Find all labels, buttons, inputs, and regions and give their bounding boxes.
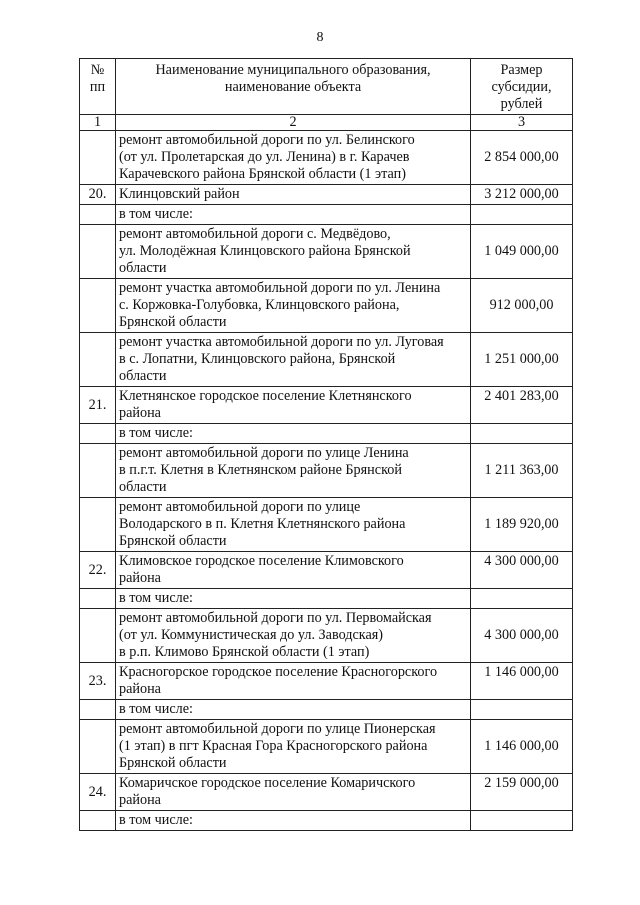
row-name	[116, 387, 471, 424]
row-name-line: Брянской области	[119, 755, 227, 771]
row-number	[80, 279, 116, 333]
column-index: 3	[471, 115, 573, 131]
row-name-line: района	[119, 405, 161, 421]
row-name	[116, 333, 471, 387]
row-name-line: (1 этап) в пгт Красная Гора Красногорского района	[119, 738, 428, 754]
table-row	[80, 444, 573, 498]
row-name-line: ремонт автомобильной дороги по улице Пионерская	[119, 721, 436, 737]
row-amount: 1 251 000,00	[471, 333, 573, 387]
row-number	[80, 720, 116, 774]
row-name	[116, 552, 471, 589]
row-number	[80, 131, 116, 185]
table-row	[80, 498, 573, 552]
row-name	[116, 720, 471, 774]
table-row	[80, 589, 573, 609]
row-number: 22.	[80, 552, 116, 589]
row-name	[116, 185, 471, 205]
table-header-row	[80, 59, 573, 115]
table-row	[80, 663, 573, 700]
row-name	[116, 279, 471, 333]
row-amount: 3 212 000,00	[471, 185, 573, 205]
table-row	[80, 185, 573, 205]
row-name-line: Климовское городское поселение Климовского	[119, 553, 404, 569]
row-number	[80, 589, 116, 609]
row-name-line: ремонт автомобильной дороги по улице Ленина	[119, 445, 409, 461]
row-name-line: области	[119, 368, 167, 384]
row-amount: 4 300 000,00	[471, 552, 573, 589]
row-name-line: района	[119, 570, 161, 586]
row-name-line: ремонт автомобильной дороги по ул. Первомайская	[119, 610, 432, 626]
row-name-line: ремонт автомобильной дороги по улице	[119, 499, 361, 515]
row-name-line: ремонт автомобильной дороги по ул. Белинского	[119, 132, 415, 148]
table-row	[80, 387, 573, 424]
row-amount: 4 300 000,00	[471, 609, 573, 663]
row-number: 23.	[80, 663, 116, 700]
row-amount: 1 146 000,00	[471, 720, 573, 774]
table-body	[80, 59, 573, 831]
row-name-line: области	[119, 260, 167, 276]
row-amount	[471, 589, 573, 609]
column-index: 2	[116, 115, 471, 131]
header-num-line: №	[90, 62, 105, 78]
row-name	[116, 663, 471, 700]
row-name-line: Володарского в п. Клетня Клетнянского района	[119, 516, 406, 532]
header-num-line: пп	[89, 79, 106, 95]
table-row	[80, 774, 573, 811]
row-amount: 2 159 000,00	[471, 774, 573, 811]
header-name-line: наименование объекта	[224, 79, 362, 95]
table-row	[80, 700, 573, 720]
row-number	[80, 498, 116, 552]
row-name-line: Брянской области	[119, 533, 227, 549]
row-number	[80, 205, 116, 225]
row-name	[116, 498, 471, 552]
row-number: 24.	[80, 774, 116, 811]
row-amount: 2 854 000,00	[471, 131, 573, 185]
row-amount: 1 146 000,00	[471, 663, 573, 700]
row-amount	[471, 811, 573, 831]
table-row	[80, 205, 573, 225]
row-name-line: Красногорское городское поселение Красногорского	[119, 664, 438, 680]
row-name-line: в том числе:	[119, 701, 193, 717]
table-row	[80, 131, 573, 185]
row-number	[80, 333, 116, 387]
row-number	[80, 424, 116, 444]
row-name	[116, 811, 471, 831]
header-name	[116, 59, 471, 115]
row-name-line: в том числе:	[119, 590, 193, 606]
header-name-line: Наименование муниципального образования,	[155, 62, 431, 78]
row-name-line: ремонт участка автомобильной дороги по ул. Луговая	[119, 334, 444, 350]
row-amount	[471, 424, 573, 444]
row-name-line: в р.п. Климово Брянской области (1 этап)	[119, 644, 370, 660]
row-name-line: Клинцовский район	[119, 186, 240, 202]
row-name	[116, 424, 471, 444]
row-name	[116, 774, 471, 811]
page-number: 8	[316, 30, 324, 45]
row-amount: 1 189 920,00	[471, 498, 573, 552]
row-name-line: ремонт автомобильной дороги с. Медвёдово,	[119, 226, 391, 242]
table-row	[80, 720, 573, 774]
row-name-line: (от ул. Пролетарская до ул. Ленина) в г. Карачев	[119, 149, 410, 165]
subsidy-table	[79, 58, 573, 831]
table-row	[80, 424, 573, 444]
row-number	[80, 811, 116, 831]
row-number: 21.	[80, 387, 116, 424]
row-name	[116, 444, 471, 498]
row-name-line: ул. Молодёжная Клинцовского района Брянской	[119, 243, 411, 259]
row-name	[116, 225, 471, 279]
row-name	[116, 609, 471, 663]
row-amount: 1 049 000,00	[471, 225, 573, 279]
row-name	[116, 589, 471, 609]
row-amount: 1 211 363,00	[471, 444, 573, 498]
row-number	[80, 609, 116, 663]
table-row	[80, 609, 573, 663]
row-name-line: района	[119, 792, 161, 808]
row-name-line: в том числе:	[119, 425, 193, 441]
column-index: 1	[80, 115, 116, 131]
row-number	[80, 225, 116, 279]
row-name-line: области	[119, 479, 167, 495]
row-name-line: района	[119, 681, 161, 697]
row-name-line: ремонт участка автомобильной дороги по ул. Ленина	[119, 280, 441, 296]
row-name	[116, 131, 471, 185]
row-name-line: с. Коржовка-Голубовка, Клинцовского района,	[119, 297, 400, 313]
table-row	[80, 552, 573, 589]
row-number	[80, 700, 116, 720]
row-name	[116, 700, 471, 720]
row-amount: 2 401 283,00	[471, 387, 573, 424]
row-name	[116, 205, 471, 225]
row-number	[80, 444, 116, 498]
row-name-line: Комаричское городское поселение Комаричского	[119, 775, 416, 791]
row-name-line: в том числе:	[119, 206, 193, 222]
row-amount	[471, 700, 573, 720]
row-name-line: Брянской области	[119, 314, 227, 330]
table-row	[80, 333, 573, 387]
row-name-line: в п.г.т. Клетня в Клетнянском районе Брянской	[119, 462, 402, 478]
table-row	[80, 811, 573, 831]
table-row	[80, 225, 573, 279]
row-name-line: Карачевского района Брянской области (1 этап)	[119, 166, 406, 182]
row-name-line: Клетнянское городское поселение Клетнянского	[119, 388, 412, 404]
header-amount-line: рублей	[500, 96, 543, 112]
row-name-line: (от ул. Коммунистическая до ул. Заводская)	[119, 627, 383, 643]
header-amount	[471, 59, 573, 115]
table-row	[80, 279, 573, 333]
column-index-row	[80, 115, 573, 131]
row-amount	[471, 205, 573, 225]
row-number: 20.	[80, 185, 116, 205]
header-amount-line: субсидии,	[491, 79, 552, 95]
header-amount-line: Размер	[500, 62, 543, 78]
row-name-line: в с. Лопатни, Клинцовского района, Брянской	[119, 351, 396, 367]
header-num	[80, 59, 116, 115]
row-amount: 912 000,00	[471, 279, 573, 333]
row-name-line: в том числе:	[119, 812, 193, 828]
